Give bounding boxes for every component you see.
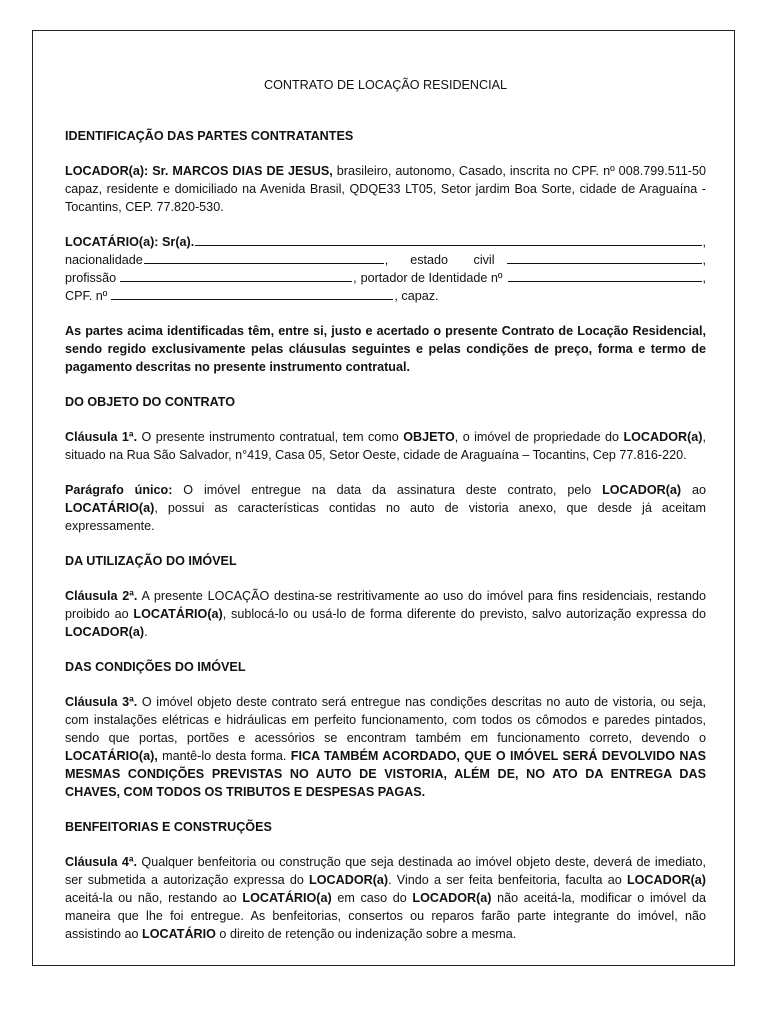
- clause-text: o direito de retenção ou indenização sobre a mesma.: [215, 927, 517, 941]
- locador-details: brasileiro, autonomo, Casado, inscrita no CPF. nº 008.799.511-50 capaz, residente e domiciliado na Avenida Brasil, QDQE33 LT05, Setor jardim Boa Sorte, cidade de Araguaína - Tocantins, CEP. 77.820-530.: [65, 164, 706, 214]
- identity-field[interactable]: [508, 270, 701, 282]
- paragraph-unique-label: Parágrafo único:: [65, 483, 173, 497]
- clause-bold: LOCATÁRIO(a): [133, 607, 223, 621]
- profession-field[interactable]: [120, 270, 352, 282]
- clause-2-label: Cláusula 2ª.: [65, 589, 138, 603]
- cpf-field[interactable]: [111, 288, 393, 300]
- paragraph-unique: [65, 481, 706, 535]
- locatario-row-cpf: [65, 287, 706, 305]
- contract-document: [65, 76, 706, 960]
- locador-paragraph: [65, 162, 706, 216]
- clause-2: [65, 587, 706, 641]
- locatario-row-profession: [65, 269, 706, 287]
- clause-bold: LOCADOR(a): [623, 430, 703, 444]
- clause-text: , situado na Rua São Salvador, n°419, Casa 05, Setor Oeste, cidade de Araguaína – Tocantins, Cep 77.816-220.: [65, 430, 706, 462]
- locatario-label: LOCATÁRIO(a):: [65, 235, 159, 249]
- clause-bold: LOCATÁRIO(a): [242, 891, 332, 905]
- intro-paragraph: [65, 322, 706, 376]
- clause-text: . Vindo a ser feita benfeitoria, faculta ao: [388, 873, 627, 887]
- comma: ,: [353, 271, 357, 285]
- section-heading-parties: IDENTIFICAÇÃO DAS PARTES CONTRATANTES: [65, 129, 354, 143]
- clause-text: , sublocá-lo ou usá-lo de forma diferente do previsto, salvo autorização expressa do: [222, 607, 706, 621]
- intro-text: As partes acima identificadas têm, entre si, justo e acertado o presente Contrato de Locação Residencial, sendo regido exclusivamente pelas cláusulas seguintes e pelas condições de preço, forma e termo de pagamento descritas no presente instrumento contratual.: [65, 324, 706, 374]
- clause-text: em caso do: [331, 891, 413, 905]
- locador-prefix: Sr.: [152, 164, 169, 178]
- locatario-block: [65, 233, 706, 305]
- comma: ,: [702, 235, 706, 249]
- clause-1-label: Cláusula 1ª.: [65, 430, 138, 444]
- clause-bold: LOCATÁRIO: [142, 927, 216, 941]
- clause-text: aceitá-la ou não, restando ao: [65, 891, 243, 905]
- clause-bold: LOCATÁRIO(a): [65, 501, 155, 515]
- clause-text: O imóvel objeto deste contrato será entregue nas condições descritas no auto de vistoria, ou seja, com instalações elétricas e hidráulicas em perfeito funcionamento, com todos os cômodos e paredes pintados, sendo que portas, portões e acessórios se encontram também em funcionamento correto, devendo o: [65, 695, 706, 745]
- identity-label: portador de Identidade nº: [360, 271, 503, 285]
- civil-state-label: estado civil: [410, 253, 495, 267]
- locatario-row-nationality: [65, 251, 706, 269]
- comma: ,: [702, 271, 706, 285]
- clause-text: O presente instrumento contratual, tem como: [137, 430, 404, 444]
- locatario-name-field[interactable]: [195, 234, 701, 246]
- clause-bold: LOCADOR(a): [412, 891, 492, 905]
- clause-bold: FICA TAMBÉM ACORDADO, QUE O IMÓVEL SERÁ DEVOLVIDO NAS MESMAS CONDIÇÕES PREVISTAS NO AUTO DE VISTORIA, ALÉM DE, NO ATO DA ENTREGA DAS CHAVES, COM TODOS OS TRIBUTOS E DESPESAS PAGAS.: [65, 749, 706, 799]
- clause-text: , possui as características contidas no auto de vistoria anexo, que desde já aceitam expressamente.: [65, 501, 706, 533]
- clause-4-label: Cláusula 4ª.: [65, 855, 138, 869]
- clause-text: mantê-lo desta forma.: [157, 749, 291, 763]
- clause-3-label: Cláusula 3ª.: [65, 695, 138, 709]
- capaz-text: , capaz.: [394, 289, 439, 303]
- section-heading-object: DO OBJETO DO CONTRATO: [65, 395, 236, 409]
- locatario-row-name: [65, 233, 706, 251]
- clause-bold: LOCADOR(a): [309, 873, 389, 887]
- clause-text: não aceitá-la, modificar o imóvel da maneira que lhe foi entregue. As benfeitorias, consertos ou reparos farão parte integrante do imóvel, não assistindo ao: [65, 891, 706, 941]
- clause-bold: LOCADOR(a): [626, 873, 706, 887]
- clause-bold: OBJETO: [403, 430, 455, 444]
- clause-text: A presente LOCAÇÃO destina-se restritivamente ao uso do imóvel para fins residenciais, restando proibido ao: [65, 589, 706, 621]
- locador-name: MARCOS DIAS DE JESUS,: [172, 164, 333, 178]
- locador-label: LOCADOR(a):: [65, 164, 149, 178]
- clause-text: Qualquer benfeitoria ou construção que seja destinada ao imóvel objeto deste, deverá de imediato, ser submetida a autorização expressa do: [65, 855, 706, 887]
- clause-1: [65, 428, 706, 464]
- clause-bold: LOCATÁRIO(a),: [65, 749, 158, 763]
- clause-text: .: [144, 625, 148, 639]
- contract-title: CONTRATO DE LOCAÇÃO RESIDENCIAL: [263, 78, 508, 92]
- cpf-label: CPF. nº: [65, 289, 108, 303]
- clause-bold: LOCADOR(a): [65, 625, 145, 639]
- nationality-label: nacionalidade: [65, 253, 143, 267]
- clause-4: [65, 853, 706, 943]
- section-heading-use: DA UTILIZAÇÃO DO IMÓVEL: [65, 554, 237, 568]
- civil-state-field[interactable]: [507, 252, 702, 264]
- clause-text: O imóvel entregue na data da assinatura deste contrato, pelo: [172, 483, 603, 497]
- comma: ,: [384, 253, 389, 267]
- clause-text: ao: [681, 483, 706, 497]
- section-heading-improvements: BENFEITORIAS E CONSTRUÇÕES: [65, 820, 272, 834]
- clause-bold: LOCADOR(a): [602, 483, 682, 497]
- comma: ,: [702, 253, 706, 267]
- clause-text: , o imóvel de propriedade do: [454, 430, 624, 444]
- profession-label: profissão: [65, 271, 117, 285]
- clause-3: [65, 693, 706, 801]
- section-heading-conditions: DAS CONDIÇÕES DO IMÓVEL: [65, 660, 246, 674]
- locatario-prefix: Sr(a).: [162, 235, 195, 249]
- nationality-field[interactable]: [144, 252, 384, 264]
